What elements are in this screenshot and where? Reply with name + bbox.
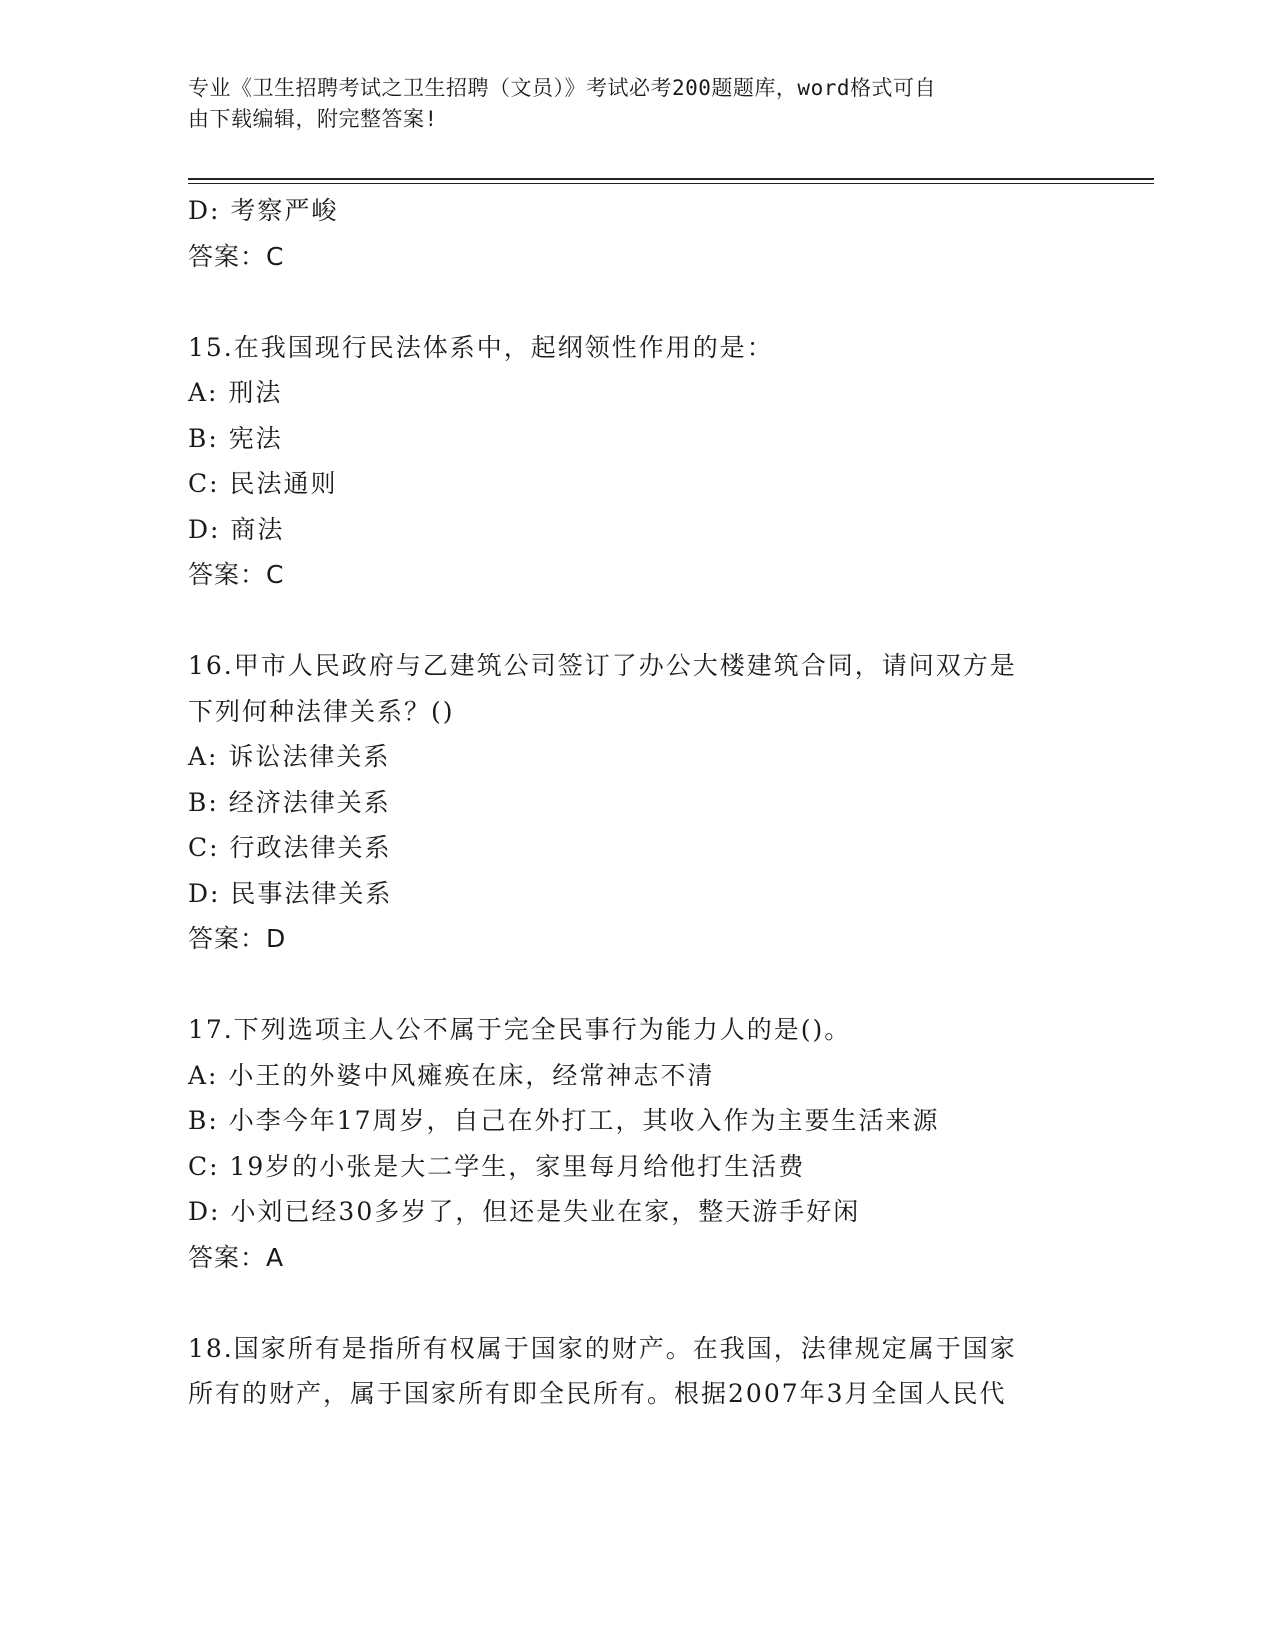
question-stem: 17.下列选项主人公不属于完全民事行为能力人的是()。 [188,1015,852,1044]
answer-line: 答案：A [188,1242,285,1272]
option-d: D: 商法 [188,514,285,544]
document-header [188,73,1068,135]
spacer [188,1280,1088,1326]
option-c: C: 19岁的小张是大二学生，家里每月给他打生活费 [188,1151,806,1181]
option-c: C: 民法通则 [188,469,338,498]
document-body [188,188,1088,1417]
question-16 [188,643,1088,962]
spacer [188,598,1088,644]
option-a: A: 刑法 [188,378,283,407]
question-18 [188,1326,1088,1417]
question-17 [188,1007,1088,1280]
option-a: A: 小王的外婆中风瘫痪在床，经常神志不清 [188,1060,715,1090]
option-c: C: 行政法律关系 [188,833,392,862]
question-stem: 16.甲市人民政府与乙建筑公司签订了办公大楼建筑合同，请问双方是 [188,651,1017,680]
header-divider-thin [188,183,1154,184]
question-stem: 15.在我国现行民法体系中，起纲领性作用的是： [188,332,774,362]
answer-line: 答案：C [188,241,285,271]
answer-line: 答案：D [188,924,287,953]
header-divider-thick [188,178,1154,180]
spacer [188,962,1088,1008]
option-b: B: 经济法律关系 [188,787,391,817]
option-d: D: 考察严峻 [188,196,339,225]
question-stem-continued: 下列何种法律关系？() [188,696,455,726]
question-stem: 18.国家所有是指所有权属于国家的财产。在我国，法律规定属于国家 [188,1333,1017,1363]
spacer [188,279,1088,325]
option-d: D: 民事法律关系 [188,878,393,908]
option-a: A: 诉讼法律关系 [188,742,391,771]
option-b: B: 宪法 [188,423,283,453]
question-15 [188,325,1088,598]
header-line-2: 由下载编辑，附完整答案! [188,107,438,131]
header-line-1: 专业《卫生招聘考试之卫生招聘（文员）》考试必考200题题库，word格式可自 [188,76,936,100]
option-d: D: 小刘已经30多岁了，但还是失业在家，整天游手好闲 [188,1197,861,1226]
answer-line: 答案：C [188,560,285,589]
question-14-tail [188,188,1088,279]
question-stem-continued: 所有的财产，属于国家所有即全民所有。根据2007年3月全国人民代 [188,1379,1007,1408]
option-b: B: 小李今年17周岁，自己在外打工，其收入作为主要生活来源 [188,1106,940,1135]
